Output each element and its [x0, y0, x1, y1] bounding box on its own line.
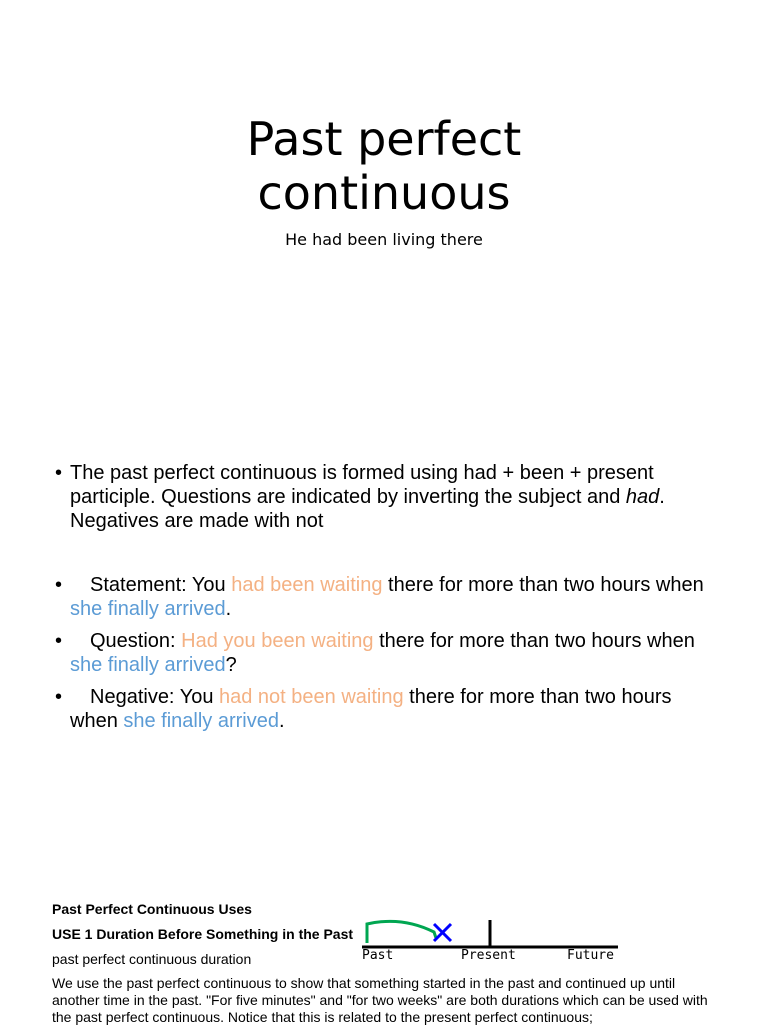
timeline-graphic: [362, 916, 622, 950]
bullet-icon: •: [55, 686, 63, 708]
example-highlight: had been waiting: [231, 574, 383, 596]
bullet-icon: •: [55, 462, 63, 484]
timeline-diagram: [362, 916, 622, 968]
example-negative: [55, 685, 715, 733]
grammar-content: [55, 461, 715, 741]
slide-subtitle: He had been living there: [285, 230, 483, 249]
example-lead: Negative: You: [90, 686, 219, 708]
example-end: .: [225, 598, 232, 620]
slide-title-line-2: continuous: [257, 166, 511, 220]
intro-bullet: [55, 461, 715, 533]
example-middle: there for more than two hours when: [382, 574, 704, 596]
example-clause: she finally arrived: [70, 598, 226, 620]
example-question: [55, 629, 715, 677]
example-lead: Statement: You: [90, 574, 232, 596]
example-highlight: Had you been waiting: [181, 630, 374, 652]
use-1-heading: USE 1 Duration Before Something in the Past: [52, 926, 354, 942]
example-highlight: had not been waiting: [219, 686, 404, 708]
example-clause: she finally arrived: [123, 710, 279, 732]
example-end: ?: [225, 654, 237, 676]
timeline-label-future: Future: [567, 948, 614, 963]
duration-arc: [367, 921, 436, 943]
example-lead: Question:: [90, 630, 182, 652]
timeline-label-past: Past: [362, 948, 394, 963]
example-end: .: [279, 710, 285, 732]
example-statement: [55, 573, 715, 621]
bullet-icon: •: [55, 574, 63, 596]
timeline-caption: past perfect continuous duration: [52, 951, 252, 967]
timeline-label-present: Present: [461, 948, 516, 963]
intro-text: The past perfect continuous is formed using had + been + present participle. Questions are indicated by inverting the subject and: [70, 462, 654, 508]
bullet-icon: •: [55, 630, 63, 652]
example-middle: there for more than two hours when: [373, 630, 695, 652]
intro-text-end: . Negatives are made with not: [70, 486, 665, 532]
slide-title: [0, 112, 768, 220]
intro-italic-had: had: [625, 486, 660, 508]
example-middle: there for more than two hours when: [70, 686, 672, 732]
slide-title-line-1: Past perfect: [246, 112, 522, 166]
past-event-x-icon: [434, 924, 451, 941]
use-1-paragraph: We use the past perfect continuous to show that something started in the past and continued up until another time in the past. "For five minutes" and "for two weeks" are both durations which can be used with the past perfect continuous. Notice that this is related to the present perfect continuous;: [52, 975, 708, 1025]
uses-heading: Past Perfect Continuous Uses: [52, 901, 252, 917]
example-clause: she finally arrived: [70, 654, 226, 676]
